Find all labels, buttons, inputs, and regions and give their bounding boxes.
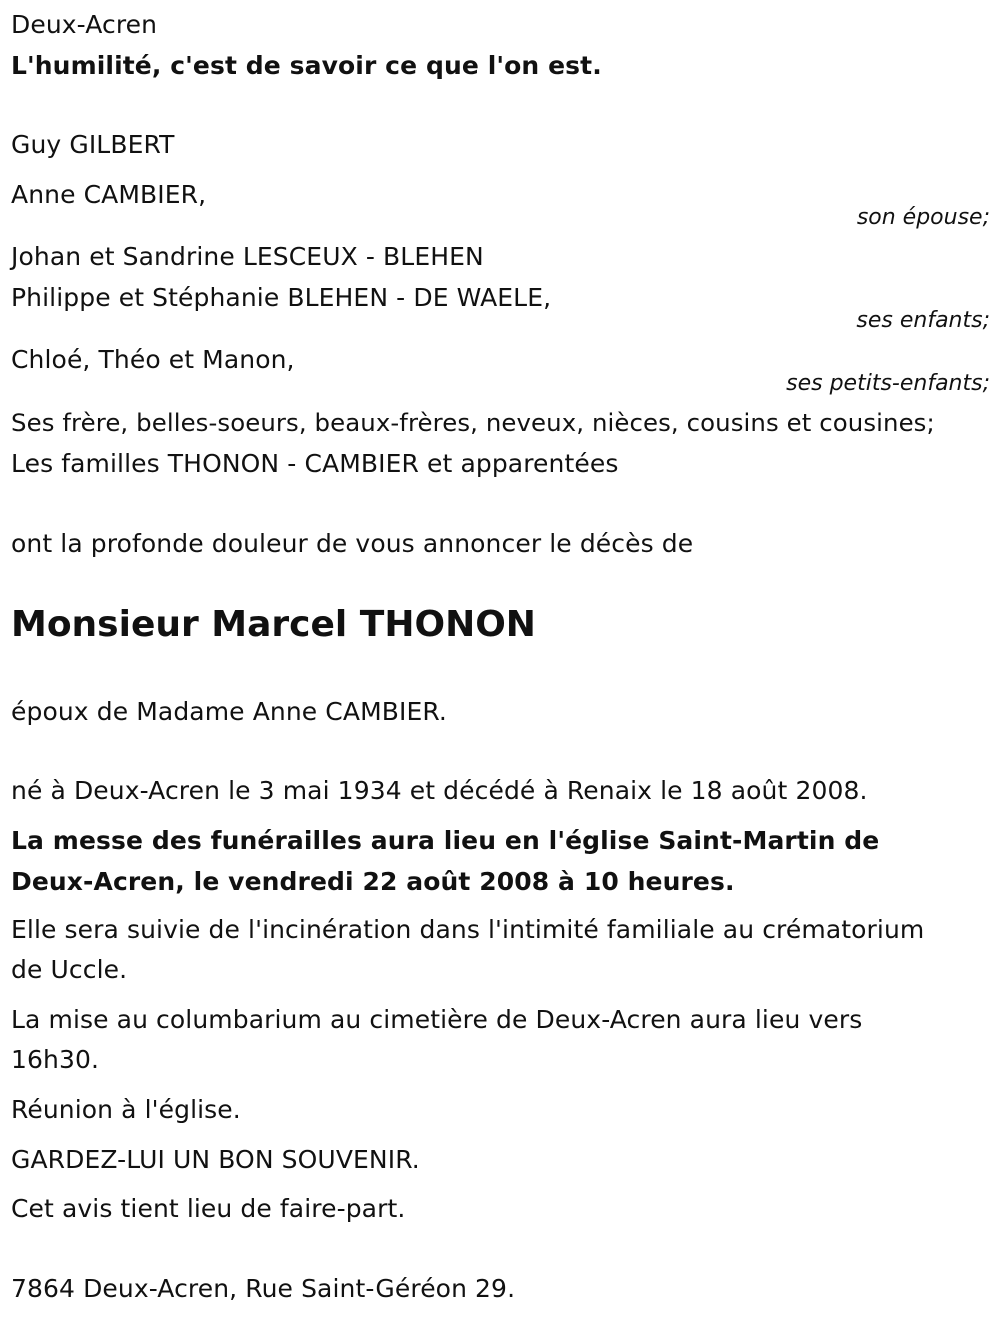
birth-death-line: né à Deux-Acren le 3 mai 1934 et décédé à Renaix le 18 août 2008. [11,776,868,805]
families-line: Les familles THONON - CAMBIER et apparentées [11,449,619,478]
notice-line: Cet avis tient lieu de faire-part. [11,1194,406,1223]
mass-line-1: La messe des funérailles aura lieu en l'église Saint-Martin de [11,826,880,855]
columbarium-line-2: 16h30. [11,1045,100,1074]
spouse-role: son épouse; [856,205,990,230]
quote-heading: L'humilité, c'est de savoir ce que l'on est. [11,51,602,80]
grandchildren-names: Chloé, Théo et Manon, [11,345,295,374]
relatives-line: Ses frère, belles-soeurs, beaux-frères, neveux, nièces, cousins et cousines; [11,408,935,437]
family-member-guy: Guy GILBERT [11,130,175,159]
columbarium-line-1: La mise au columbarium au cimetière de Deux-Acren aura lieu vers [11,1005,863,1034]
spouse-name: Anne CAMBIER, [11,180,207,209]
meeting-line: Réunion à l'église. [11,1095,241,1124]
remember-line: GARDEZ-LUI UN BON SOUVENIR. [11,1145,420,1174]
child-1: Johan et Sandrine LESCEUX - BLEHEN [11,242,484,271]
child-2: Philippe et Stéphanie BLEHEN - DE WAELE, [11,283,552,312]
cremation-line-1: Elle sera suivie de l'incinération dans l'intimité familiale au crématorium [11,915,925,944]
place-heading: Deux-Acren [11,10,158,39]
grandchildren-role: ses petits-enfants; [786,371,990,396]
deceased-name: Monsieur Marcel THONON [11,604,536,645]
cremation-line-2: de Uccle. [11,955,128,984]
address-line: 7864 Deux-Acren, Rue Saint-Géréon 29. [11,1274,516,1303]
children-role: ses enfants; [856,308,990,333]
mass-line-2: Deux-Acren, le vendredi 22 août 2008 à 10 heures. [11,867,735,896]
announcement-intro: ont la profonde douleur de vous annoncer le décès de [11,529,694,558]
spouse-of-line: époux de Madame Anne CAMBIER. [11,697,447,726]
